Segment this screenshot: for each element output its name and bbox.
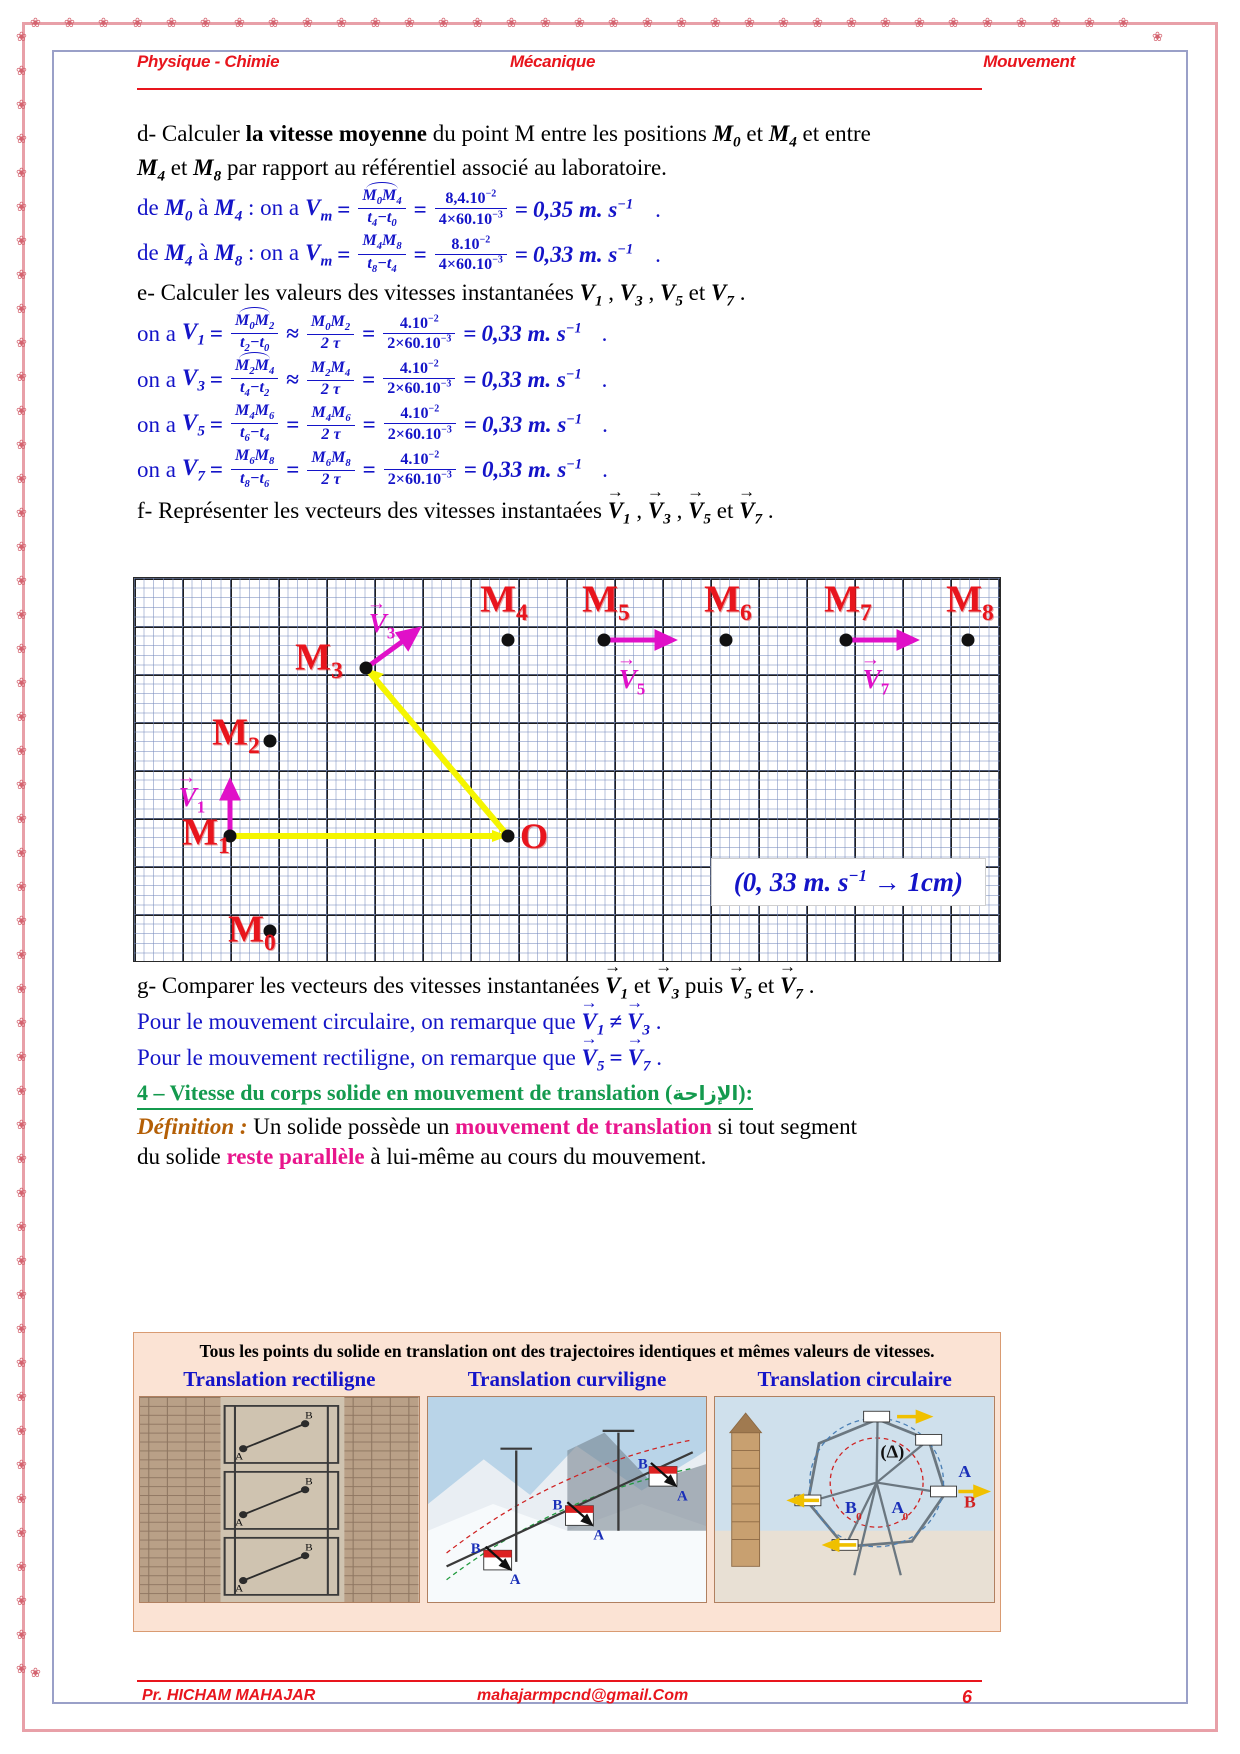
vm-symbol-0: $V_m$: [305, 194, 333, 225]
label-m0: $M_0$: [228, 908, 276, 957]
header-divider: [137, 88, 982, 90]
question-g-vec-7: → $V_7$: [780, 970, 803, 1004]
question-d-line2-rest: par rapport au référentiel associé au laboratoire.: [221, 155, 667, 181]
question-f-symbols: → $V_1$ , → $V_3$ , → $V_5$ et → $V_7$: [608, 498, 762, 523]
panel-title-circular: Translation circulaire: [757, 1367, 952, 1391]
label-m5: $M_5$: [582, 578, 630, 627]
vm-fraction-symbolic-1: $\frac{M_4M_8}{t_8-t_4}$: [358, 232, 405, 275]
definition-highlight-parallel: reste parallèle: [226, 1144, 365, 1170]
question-g-vec-3: → $V_3$: [656, 970, 679, 1004]
svg-text:B: B: [305, 1476, 313, 1488]
point-m7: [840, 634, 853, 647]
svg-text:B: B: [845, 1498, 858, 1517]
question-f-vec-7: → $V_7$: [739, 495, 762, 529]
conj-et-2: et: [165, 155, 194, 181]
velocity-fraction-numeric-2: $\frac{4.10^{-2}}{2\times 60.10^{-3}}$: [384, 404, 456, 444]
label-v3: → $V_3$: [369, 610, 395, 642]
velocity-result-0: 0,33 m. $s^{-1}$: [481, 320, 582, 347]
panel-column-rectilinear: [139, 1367, 420, 1603]
label-m3: $M_3$: [295, 636, 343, 685]
footer-page-number: 6: [961, 1687, 972, 1707]
sym-m4: M: [768, 121, 790, 146]
vm-equation-list: [137, 188, 997, 276]
question-d: [137, 120, 997, 152]
panel-title-curvilinear: Translation curviligne: [467, 1367, 667, 1391]
sym-m4b: M: [137, 155, 158, 181]
label-m4: $M_4$: [480, 578, 528, 627]
velocity-equation-0: on a $V_1$ = $\frac{M_0M_2}{t_2-t_0}$ ≈ $\frac{M_0M_2}{2 \tau}$ = $\frac{4.10^{-2}}{2\times 60.10^{-3}}$ = 0,33 m. $s^{-1}$ .: [137, 313, 997, 356]
velocity-fraction-numeric-0: $\frac{4.10^{-2}}{2\times 60.10^{-3}}$: [383, 314, 455, 354]
point-m3: [360, 662, 373, 675]
vm-result-1: 0,33 m. $s^{-1}$: [532, 241, 634, 268]
definition-highlight-translation: mouvement de translation: [455, 1114, 712, 1140]
velocity-symbol-0: $V_1$: [181, 319, 205, 349]
sym-m8: M: [193, 155, 214, 181]
velocity-period-0: .: [601, 321, 608, 347]
vm-result-0: 0,35 m. $s^{-1}$: [532, 196, 634, 222]
label-m8: $M_8$: [946, 578, 994, 627]
velocity-period-3: .: [602, 457, 608, 482]
document-header: [95, 52, 1145, 86]
point-m5: [598, 634, 611, 647]
question-e-symbols: $V_1$ , $V_3$ , $V_5$ et $V_7$: [579, 279, 734, 310]
remark-rectilinear-op: =: [609, 1045, 623, 1071]
velocity-fraction-tau-2: $\frac{M_4M_6}{2 \tau}$: [307, 404, 354, 444]
point-m6: [720, 634, 733, 647]
question-e: [137, 279, 997, 311]
definition-line-1: [137, 1113, 997, 1141]
question-f-vec-1: → $V_1$: [608, 495, 631, 529]
vm-fraction-numeric-0: $\frac{8,4.10^{-2}}{4\times 60.10^{-3}}$: [435, 189, 507, 229]
panel-caption: Tous les points du solide en translation ont des trajectoires identiques et mêmes valeurs de vitesses.: [199, 1341, 935, 1361]
footer-email: mahajarmpcnd@gmail.Com: [477, 1687, 689, 1704]
instantaneous-velocity-equation-list: [137, 313, 997, 492]
translation-examples-panel: [133, 1332, 1001, 1632]
sym-vec-v3-r1: → $V_3$: [627, 1006, 650, 1040]
question-e-text: e- Calculer les valeurs des vitesses instantanées: [137, 279, 580, 305]
velocity-fraction-arc-0: $\frac{M_0M_2}{t_2-t_0}$: [231, 312, 278, 355]
vm-from-1: $M_4$: [164, 239, 193, 270]
point-m2: [264, 735, 277, 748]
label-m7: $M_7$: [824, 578, 872, 627]
velocity-equation-1: on a $V_3$ = $\frac{M_2M_4}{t_4-t_2}$ ≈ $\frac{M_2M_4}{2 \tau}$ = $\frac{4.10^{-2}}{2\times 60.10^{-3}}$ = 0,33 m. $s^{-1}$ .: [137, 358, 997, 401]
velocity-vector-diagram: [133, 577, 1001, 962]
section-4-heading: [137, 1080, 997, 1110]
velocity-fraction-tau-3: $\frac{M_6M_8}{2 \tau}$: [307, 449, 354, 489]
svg-text:B: B: [637, 1456, 648, 1473]
remark-rectilinear: [137, 1042, 997, 1076]
post-figure-content: [137, 970, 997, 1173]
vm-equation-1: de $M_4$ à $M_8$ : on a $V_m$ = $\frac{M_4M_8}{t_8-t_4}$ = $\frac{8.10^{-2}}{4\times 60.10^{-3}}$ = 0,33 m. $s^{-1}$ .: [137, 232, 661, 275]
panel-columns: [139, 1367, 995, 1603]
vm-equation-0: de $M_0$ à $M_4$ : on a $V_m$ = $\frac{M_0M_4}{t_4-t_0}$ = $\frac{8,4.10^{-2}}{4\times 60.10^{-3}}$ = 0,35 m. $s^{-1}$ .: [137, 188, 997, 231]
question-g-vec-1: → $V_1$: [605, 970, 628, 1004]
velocity-result-1: 0,33 m. $s^{-1}$: [481, 365, 582, 392]
section-4-arabic: الإزاحة: [672, 1082, 739, 1106]
vm-to-1: $M_8$: [214, 239, 243, 270]
svg-text:B: B: [305, 1542, 313, 1554]
point-m8: [962, 634, 975, 647]
question-f-tail: .: [762, 497, 774, 523]
svg-text:A: A: [593, 1527, 604, 1544]
question-f: [137, 495, 997, 529]
vm-symbol-1: $V_m$: [305, 239, 333, 270]
vm-fraction-numeric-1: $\frac{8.10^{-2}}{4\times 60.10^{-3}}$: [435, 234, 507, 274]
question-e-sym-3: $V_7$: [711, 279, 734, 310]
image-ferriswheel-circular: [714, 1396, 995, 1603]
svg-text:A: A: [234, 1583, 244, 1595]
svg-text:0: 0: [902, 1511, 909, 1523]
velocity-fraction-arc-1: $\frac{M_2M_4}{t_4-t_2}$: [231, 357, 278, 400]
question-e-sym-0: $V_1$: [579, 279, 603, 310]
definition-text-b: si tout segment: [711, 1114, 858, 1140]
question-e-tail: .: [733, 279, 746, 305]
definition-text-c: du solide: [137, 1144, 227, 1170]
question-g-text: g- Comparer les vecteurs des vitesses instantanées: [137, 973, 606, 998]
label-m6: $M_6$: [704, 578, 752, 627]
svg-text:B: B: [470, 1541, 481, 1557]
remark-circular-tail: .: [650, 1009, 662, 1035]
question-g-symbols-2: → $V_5$ et → $V_7$: [729, 973, 803, 998]
main-content: [137, 120, 997, 531]
remark-circular-op: ≠: [609, 1009, 623, 1035]
velocity-fraction-tau-0: $\frac{M_0M_2}{2 \tau}$: [307, 313, 354, 353]
svg-text:(Δ): (Δ): [880, 1441, 905, 1462]
footer-divider: [137, 1680, 982, 1682]
question-f-text: f- Représenter les vecteurs des vitesses instantaées: [137, 497, 608, 523]
remark-rectilinear-text: Pour le mouvement rectiligne, on remarque que: [137, 1045, 582, 1071]
question-g-vec-5: → $V_5$: [729, 970, 752, 1004]
question-d-line2: [137, 154, 997, 186]
header-subject: Physique - Chimie: [137, 52, 280, 71]
velocity-equation-3: on a $V_7$ = $\frac{M_6M_8}{t_8-t_6}$ = $\frac{M_6M_8}{2 \tau}$ = $\frac{4.10^{-2}}{2\times 60.10^{-3}}$ = 0,33 m. $s^{-1}$ .: [137, 447, 608, 490]
page-border-ornaments: ❀ ❀ ❀ ❀ ❀ ❀ ❀ ❀ ❀ ❀ ❀ ❀ ❀ ❀ ❀ ❀ ❀ ❀ ❀ ❀ ❀ ❀ ❀ ❀ ❀ ❀ ❀ ❀ ❀ ❀ ❀ ❀ ❀ ❀ ❀ ❀ ❀ ❀ ❀ ❀ ❀ ❀ ❀ ❀ ❀ ❀ ❀ ❀ ❀ ❀ ❀ ❀ ❀ ❀ ❀ ❀ ❀ ❀ ❀ ❀ ❀ ❀ ❀ ❀ ❀ ❀ ❀ ❀ ❀ ❀ ❀ ❀ ❀ ❀ ❀ ❀ ❀ ❀ ❀ ❀ ❀ ❀ ❀ ❀: [16, 15, 1163, 1680]
svg-text:B: B: [305, 1410, 313, 1422]
footer-author: Pr. HICHAM MAHAJAR: [142, 1687, 316, 1704]
question-g-mid: puis: [679, 973, 729, 998]
header-chapter: Mécanique: [510, 52, 596, 71]
point-m4: [502, 634, 515, 647]
header-topic: Mouvement: [983, 52, 1075, 71]
sym-vec-v7-r2: → $V_7$: [628, 1042, 651, 1076]
document-footer: [137, 1687, 982, 1717]
velocity-fraction-arc-2: $\frac{M_4M_6}{t_6-t_4}$: [231, 402, 278, 445]
question-g: [137, 970, 997, 1004]
section-4-close: ):: [738, 1080, 753, 1106]
conj-et-1: et: [740, 121, 769, 146]
question-g-tail: .: [802, 973, 815, 998]
panel-column-circular: [714, 1367, 995, 1603]
velocity-symbol-2: $V_5$: [181, 409, 205, 440]
question-f-vec-5: → $V_5$: [688, 495, 711, 529]
label-v7: → $V_7$: [863, 666, 889, 698]
image-cablecar-curvilinear: [427, 1396, 708, 1603]
velocity-symbol-3: $V_7$: [181, 454, 205, 485]
sym-m0-sub: 0: [733, 133, 741, 151]
section-4-heading-inner: [137, 1080, 753, 1110]
label-m1: $M_1$: [182, 811, 230, 860]
svg-text:A: A: [958, 1462, 972, 1482]
remark-circular-text: Pour le mouvement circulaire, on remarque que: [137, 1009, 582, 1035]
sym-m0: M: [712, 121, 734, 146]
question-d-mid: du point M entre les positions: [427, 121, 713, 146]
vm-from-0: $M_0$: [164, 194, 193, 225]
svg-text:B: B: [552, 1497, 563, 1514]
question-e-sym-1: $V_3$: [619, 279, 643, 310]
velocity-period-2: .: [602, 411, 608, 437]
panel-column-curvilinear: [427, 1367, 708, 1603]
definition-text-a: Un solide possède un: [247, 1114, 456, 1140]
svg-text:A: A: [509, 1572, 521, 1589]
question-d-tail: et entre: [796, 121, 871, 146]
image-elevator-rectilinear: [139, 1396, 420, 1603]
vm-fraction-symbolic-0: $\frac{M_0M_4}{t_4-t_0}$: [358, 187, 405, 230]
point-o: [502, 830, 515, 843]
remark-circular: [137, 1006, 997, 1040]
panel-title-rectilinear: Translation rectiligne: [183, 1367, 376, 1391]
vm-period-1: .: [655, 242, 661, 268]
svg-text:A: A: [891, 1498, 905, 1517]
label-o: O: [519, 816, 549, 856]
question-e-sym-2: $V_5$: [659, 279, 683, 310]
label-m2: $M_2$: [212, 711, 260, 760]
vm-period-0: .: [655, 196, 661, 222]
velocity-fraction-numeric-1: $\frac{4.10^{-2}}{2\times 60.10^{-3}}$: [383, 359, 455, 399]
svg-text:A: A: [234, 1517, 244, 1529]
sym-m4b-sub: 4: [157, 167, 166, 185]
question-g-symbols-1: → $V_1$ et → $V_3$: [605, 973, 679, 998]
label-v1: → $V_1$: [179, 784, 205, 816]
velocity-symbol-1: $V_3$: [181, 364, 205, 395]
velocity-result-2: 0,33 m. $s^{-1}$: [481, 411, 583, 437]
question-d-prefix: d- Calculer: [137, 121, 246, 146]
remark-rectilinear-tail: .: [650, 1045, 663, 1071]
velocity-period-1: .: [601, 366, 608, 392]
sym-vec-v5-r2: → $V_5$: [582, 1042, 605, 1076]
yellow-radius-lines: [230, 668, 508, 842]
section-4-title: 4 – Vitesse du corps solide en mouvement de translation (: [137, 1080, 673, 1106]
definition-line-2: [137, 1143, 997, 1171]
svg-text:A: A: [676, 1488, 688, 1505]
svg-text:0: 0: [856, 1511, 863, 1523]
scale-note-box: (0, 33 m. $s^{-1} \to 1cm$): [711, 858, 986, 906]
sym-vec-v1-r1: → $V_1$: [582, 1006, 605, 1040]
velocity-fraction-numeric-3: $\frac{4.10^{-2}}{2\times 60.10^{-3}}$: [384, 449, 456, 489]
question-f-vec-3: → $V_3$: [648, 495, 671, 529]
sym-m4-sub: 4: [789, 133, 797, 151]
velocity-fraction-tau-1: $\frac{M_2M_4}{2 \tau}$: [307, 359, 354, 399]
svg-text:A: A: [234, 1451, 244, 1463]
question-d-bold: la vitesse moyenne: [245, 121, 427, 146]
sym-m8-sub: 8: [213, 167, 222, 185]
vm-to-0: $M_4$: [214, 194, 243, 225]
definition-label: Définition :: [137, 1114, 248, 1140]
definition-text-d: à lui-même au cours du mouvement.: [364, 1144, 707, 1170]
svg-text:B: B: [964, 1492, 977, 1512]
velocity-fraction-arc-3: $\frac{M_6M_8}{t_8-t_6}$: [231, 447, 278, 490]
label-v5: → $V_5$: [619, 666, 645, 698]
velocity-equation-2: on a $V_5$ = $\frac{M_4M_6}{t_6-t_4}$ = $\frac{M_4M_6}{2 \tau}$ = $\frac{4.10^{-2}}{2\times 60.10^{-3}}$ = 0,33 m. $s^{-1}$ .: [137, 402, 608, 445]
velocity-result-3: 0,33 m. $s^{-1}$: [481, 456, 583, 482]
